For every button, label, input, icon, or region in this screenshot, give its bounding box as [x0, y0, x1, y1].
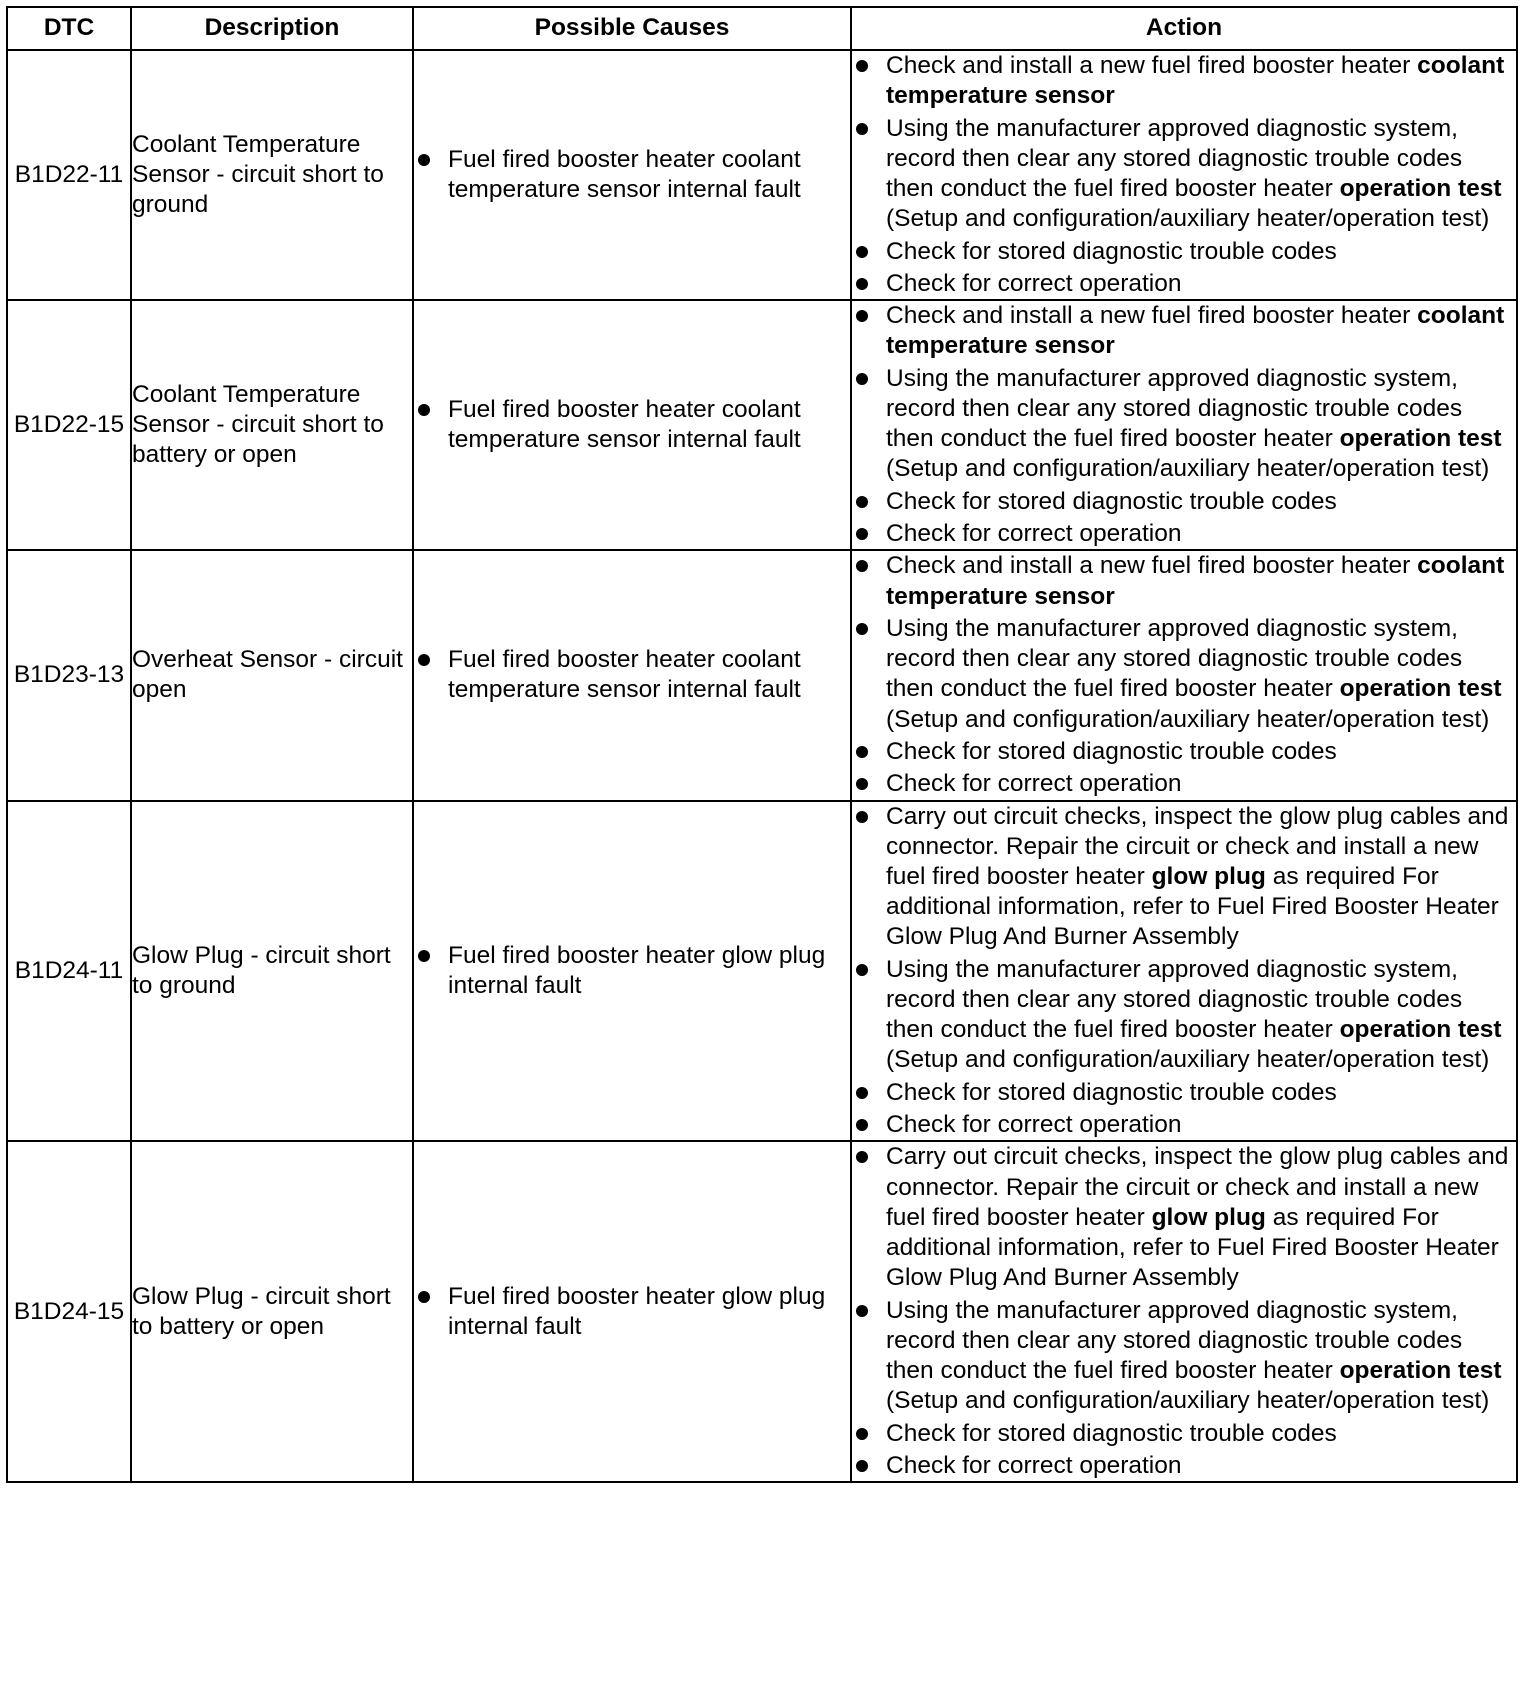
action-item [852, 519, 1516, 549]
table-header-row [7, 7, 1517, 50]
table-row [7, 50, 1517, 300]
dtc-document [6, 6, 1518, 1483]
action-text: Using the manufacturer approved diagnostic system, record then clear any stored diagnostic trouble codes then conduct the fuel fired booster heater [886, 614, 1463, 703]
action-text: Check for correct operation [886, 520, 1182, 548]
action-list [852, 51, 1516, 299]
action-text: Check for correct operation [886, 269, 1182, 297]
action-emphasis: operation test [1339, 1356, 1502, 1384]
action-text: (Setup and configuration/auxiliary heater/operation test) [886, 1046, 1490, 1074]
cause-list [414, 1282, 850, 1342]
action-emphasis: operation test [1339, 675, 1502, 703]
action-emphasis: coolant temperature sensor [886, 552, 1505, 610]
action-item [852, 614, 1516, 735]
action-text: Check for stored diagnostic trouble codes [886, 487, 1337, 515]
action-text: Check for correct operation [886, 1451, 1182, 1479]
dtc-description-text: Overheat Sensor - circuit open [132, 646, 403, 704]
dtc-description [131, 50, 413, 300]
dtc-code-text: B1D22-15 [13, 411, 125, 439]
action-item [852, 1451, 1516, 1481]
action-item [852, 955, 1516, 1076]
action-cell [851, 550, 1517, 800]
action-item [852, 269, 1516, 299]
cause-item [414, 145, 850, 205]
action-item [852, 487, 1516, 517]
dtc-description [131, 1141, 413, 1482]
action-item [852, 551, 1516, 611]
action-text: Using the manufacturer approved diagnostic system, record then clear any stored diagnostic trouble codes then conduct the fuel fired booster heater [886, 1296, 1463, 1384]
action-text: (Setup and configuration/auxiliary heater/operation test) [886, 205, 1490, 233]
action-text: (Setup and configuration/auxiliary heater/operation test) [886, 455, 1490, 483]
table-body [7, 50, 1517, 1482]
cause-text: Fuel fired booster heater coolant temperature sensor internal fault [448, 145, 801, 204]
action-text: Check for correct operation [886, 770, 1182, 798]
action-text: Using the manufacturer approved diagnostic system, record then clear any stored diagnostic trouble codes then conduct the fuel fired booster heater [886, 955, 1463, 1044]
action-text: Check and install a new fuel fired booster heater [886, 52, 1418, 79]
cause-item [414, 941, 850, 1001]
action-emphasis: operation test [1339, 175, 1502, 202]
action-emphasis: operation test [1339, 1016, 1502, 1044]
cause-item [414, 395, 850, 455]
action-text: Check for stored diagnostic trouble codes [886, 1419, 1337, 1447]
possible-causes-cell [413, 1141, 851, 1482]
cause-text: Fuel fired booster heater glow plug internal fault [448, 941, 826, 999]
action-list [852, 802, 1516, 1141]
action-emphasis: glow plug [1151, 862, 1266, 890]
action-item [852, 1110, 1516, 1140]
action-item [852, 737, 1516, 767]
action-text: Check and install a new fuel fired booster heater [886, 552, 1418, 580]
action-text: Carry out circuit checks, inspect the glow plug cables and connector. Repair the circuit or check and install a new fuel fired booster heater [886, 1143, 1509, 1231]
cause-item [414, 1282, 850, 1342]
header-dtc: DTC [7, 7, 131, 50]
dtc-description-text: Coolant Temperature Sensor - circuit short to ground [132, 130, 384, 219]
action-emphasis: coolant temperature sensor [886, 302, 1505, 360]
dtc-code-text: B1D24-15 [13, 1297, 125, 1325]
possible-causes-cell [413, 50, 851, 300]
action-item [852, 114, 1516, 235]
dtc-code [7, 50, 131, 300]
action-emphasis: glow plug [1151, 1203, 1266, 1231]
dtc-table [6, 6, 1518, 1483]
action-text: (Setup and configuration/auxiliary heater/operation test) [886, 1387, 1490, 1415]
action-text: Check and install a new fuel fired booster heater [886, 302, 1418, 330]
action-item [852, 769, 1516, 799]
action-item [852, 364, 1516, 485]
dtc-description [131, 300, 413, 550]
dtc-description-text: Coolant Temperature Sensor - circuit short to battery or open [132, 380, 384, 469]
table-row [7, 300, 1517, 550]
cause-text: Fuel fired booster heater coolant temperature sensor internal fault [448, 396, 801, 454]
action-text: as required For additional information, refer to Fuel Fired Booster Heater Glow Plug And Burner Assembly [886, 1203, 1499, 1292]
action-item [852, 1142, 1516, 1293]
cause-text: Fuel fired booster heater glow plug internal fault [448, 1282, 826, 1340]
table-row [7, 1141, 1517, 1482]
dtc-description [131, 550, 413, 800]
header-possible-causes: Possible Causes [413, 7, 851, 50]
table-row [7, 801, 1517, 1142]
action-cell [851, 50, 1517, 300]
action-item [852, 51, 1516, 111]
action-text: Carry out circuit checks, inspect the glow plug cables and connector. Repair the circuit or check and install a new fuel fired booster heater [886, 802, 1509, 890]
header-action: Action [851, 7, 1517, 50]
table-row [7, 550, 1517, 800]
cause-text: Fuel fired booster heater coolant temperature sensor internal fault [448, 646, 801, 704]
action-item [852, 1078, 1516, 1108]
action-list [852, 551, 1516, 799]
action-text: Check for stored diagnostic trouble codes [886, 1078, 1337, 1106]
action-text: Check for stored diagnostic trouble codes [886, 737, 1337, 765]
dtc-description-text: Glow Plug - circuit short to ground [132, 941, 391, 999]
header-description: Description [131, 7, 413, 50]
dtc-code [7, 300, 131, 550]
dtc-code-text: B1D22-11 [14, 160, 124, 188]
dtc-code-text: B1D23-13 [13, 661, 125, 689]
cause-list [414, 145, 850, 205]
cause-item [414, 645, 850, 705]
action-text: Using the manufacturer approved diagnostic system, record then clear any stored diagnostic trouble codes then conduct the fuel fired booster heater [886, 364, 1463, 453]
action-text: Check for correct operation [886, 1111, 1182, 1139]
cause-list [414, 645, 850, 705]
action-text: Using the manufacturer approved diagnostic system, record then clear any stored diagnostic trouble codes then conduct the fuel fired booster heater [886, 114, 1463, 202]
action-item [852, 1296, 1516, 1417]
dtc-code [7, 1141, 131, 1482]
action-text: (Setup and configuration/auxiliary heater/operation test) [886, 705, 1490, 733]
dtc-description-text: Glow Plug - circuit short to battery or open [132, 1282, 391, 1340]
action-emphasis: operation test [1339, 425, 1502, 453]
action-text: as required For additional information, refer to Fuel Fired Booster Heater Glow Plug And Burner Assembly [886, 862, 1499, 951]
action-item [852, 802, 1516, 953]
action-cell [851, 801, 1517, 1142]
action-item [852, 1419, 1516, 1449]
action-item [852, 301, 1516, 361]
cause-list [414, 941, 850, 1001]
action-cell [851, 1141, 1517, 1482]
dtc-code [7, 550, 131, 800]
possible-causes-cell [413, 550, 851, 800]
action-list [852, 1142, 1516, 1481]
action-text: Check for stored diagnostic trouble codes [886, 237, 1337, 265]
cause-list [414, 395, 850, 455]
possible-causes-cell [413, 300, 851, 550]
action-item [852, 237, 1516, 267]
action-cell [851, 300, 1517, 550]
action-list [852, 301, 1516, 549]
dtc-code-text: B1D24-11 [14, 956, 124, 984]
possible-causes-cell [413, 801, 851, 1142]
dtc-code [7, 801, 131, 1142]
dtc-description [131, 801, 413, 1142]
action-emphasis: coolant temperature sensor [886, 52, 1505, 110]
